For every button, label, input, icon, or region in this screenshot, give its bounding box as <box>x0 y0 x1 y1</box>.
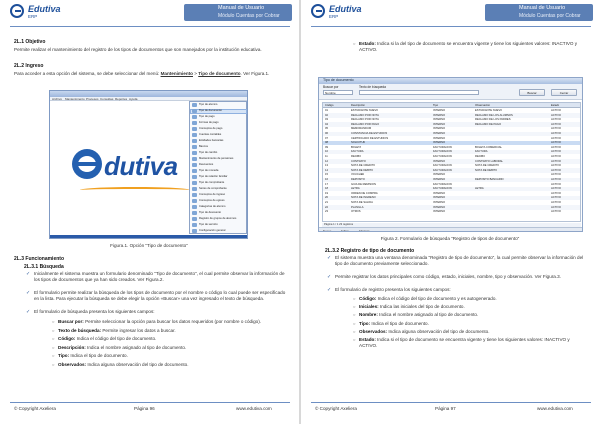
table-cell: ACTIVO <box>551 118 562 122</box>
bullet-item: ✓ El formulario de búsqueda presenta los siguientes campos: <box>26 309 155 315</box>
menu-reportes[interactable]: Reportes <box>115 97 128 101</box>
field-desc: Permite ingresar los datos a buscar. <box>101 327 176 333</box>
field-desc: Indica el código del tipo de documento y es autogenerado. <box>376 296 497 301</box>
table-cell: ACTIVO <box>551 196 562 200</box>
field-desc: Indica si la del tipo de documento se encuentra vigente y tiene los siguientes valores: INACTIVO y ACTIVO. <box>359 41 578 53</box>
table-cell: 09 <box>325 145 328 149</box>
table-cell: ACTIVO <box>551 113 562 117</box>
logo-swoosh <box>80 187 190 193</box>
table-cell: 17 <box>325 182 328 186</box>
table-cell: FACTURACION <box>433 150 453 154</box>
table-cell: VOUCHER <box>351 173 365 177</box>
table-cell: ORDEN DE COMPRA <box>351 191 378 195</box>
field-name: Estado: <box>359 337 376 342</box>
menu-item[interactable]: Tipo de descuento <box>199 211 222 215</box>
table-cell: INTERNO <box>433 159 446 163</box>
field-item <box>52 353 288 359</box>
menu-item-icon <box>192 187 197 191</box>
table-cell: INTERNO <box>433 118 446 122</box>
manual-title: Manual de Usuario <box>218 5 265 11</box>
table-cell: 01 <box>325 109 328 113</box>
footer-copyright: © Copyright Axeliera <box>315 406 357 411</box>
bullet-item: ✓ El formulario permite realizar la búsqueda de los tipos de documento por el nombre o código lo cual puede ser especificado en la lista. Para ejecutar la búsqueda se debe elegir la opción «Buscar» una vez ingresado el texto de búsqueda. <box>26 290 286 302</box>
grid-pager: Página 1 / 1 23 registros <box>322 223 581 227</box>
field-name: Tipo: <box>359 320 371 326</box>
eliminar-button[interactable]: Eliminar <box>359 229 370 232</box>
table-cell: CONTRATO <box>351 159 366 163</box>
table-cell: FACTURACION <box>433 145 453 149</box>
table-cell: NOTA DE DEBITO <box>475 168 498 172</box>
table-cell: 15 <box>325 173 328 177</box>
menu-ayuda[interactable]: Ayuda <box>129 97 138 101</box>
table-cell: ACTIVO <box>551 150 562 154</box>
bullet-circle-icon: ○ <box>52 319 55 324</box>
table-cell: ACTIVO <box>551 145 562 149</box>
table-cell: ACTIVO <box>551 132 562 136</box>
table-cell: RECLAMO DE PAGO <box>475 122 502 126</box>
table-cell: ACTIVO <box>551 210 562 214</box>
field-name: Observados: <box>359 328 388 334</box>
menu-path-tipo-documento: Tipo de documento <box>198 71 241 76</box>
form-toolbar <box>319 227 582 232</box>
menu-item[interactable]: Bancos <box>199 145 208 149</box>
form-title: Tipo de documento <box>323 78 354 82</box>
menu-item[interactable]: Registro de grupos de alumnos <box>199 217 237 221</box>
table-cell: FACTURA <box>351 150 364 154</box>
footer-rule <box>311 402 591 403</box>
bullet-circle-icon: ○ <box>353 304 356 310</box>
table-cell: NOTA DE CREDITO <box>351 164 376 168</box>
table-cell: INTERNO <box>433 113 446 117</box>
table-cell: BOLETA <box>351 145 362 149</box>
bullet-item: ✓ Inicialmente el sistema muestra un formulario denominado "Tipo de documento", el cual permite observar la información de los tipos de documentos que ya han sido creados. Ver Figura.2. <box>26 271 285 283</box>
footer-rule <box>10 402 290 403</box>
menu-item[interactable]: Tipo de pago <box>199 115 215 119</box>
menu-item-icon <box>192 217 197 221</box>
field-item <box>353 296 589 302</box>
menu-item-icon <box>192 157 197 161</box>
table-cell: SOLICITUD <box>351 141 366 145</box>
bullet-circle-icon: ○ <box>52 336 55 342</box>
table-cell: ACTIVO <box>551 155 562 159</box>
menu-item-icon <box>192 133 197 137</box>
table-cell: INTERNO <box>433 205 446 209</box>
ingreso-pre: Para acceder a esta opción del sistema, se debe seleccionar del menú: <box>14 71 161 76</box>
table-cell: INTERNO <box>433 141 446 145</box>
nuevo-button[interactable]: Nuevo <box>323 229 332 232</box>
menu-item-icon <box>192 223 197 227</box>
field-name: Iniciales: <box>359 304 379 310</box>
menu-item[interactable]: Mantenimiento de pensiones <box>199 157 234 161</box>
menu-item-icon <box>192 175 197 179</box>
field-desc: Indica el nombre asignado al tipo de documento. <box>85 344 187 350</box>
menu-item-icon <box>192 127 197 131</box>
edutiva-logo-word: dutiva <box>104 151 178 181</box>
menu-procesos[interactable]: Procesos <box>86 97 99 101</box>
field-item <box>52 344 288 351</box>
section-ingreso-title: 2L.2 Ingreso <box>14 63 44 69</box>
table-cell: ACTIVO <box>551 159 562 163</box>
menu-item-icon <box>192 109 197 113</box>
bullet-circle-icon: ○ <box>353 328 356 334</box>
menu-item[interactable]: Tipo de relación familiar <box>199 175 228 179</box>
brand-name: Edutiva <box>28 4 61 14</box>
menu-item-icon <box>192 199 197 203</box>
table-cell: ACTIVO <box>551 109 562 113</box>
table-cell: ACTIVO <box>551 136 562 140</box>
bullet-text: El formulario de registro presenta los siguientes campos: <box>335 287 451 292</box>
menu-item-icon <box>192 229 197 233</box>
bullet-circle-icon: ○ <box>52 353 55 359</box>
col-codigo[interactable]: Código <box>325 103 334 107</box>
field-desc: Indica las iniciales del tipo de documento. <box>378 304 465 310</box>
menu-item-icon <box>192 145 197 149</box>
header-rule <box>311 26 591 27</box>
table-cell: FACTURACION <box>433 187 453 191</box>
field-desc: Indica alguna observación del tipo de documento. <box>86 362 189 367</box>
manual-subtitle: Módulo Cuentas por Cobrar <box>218 13 280 19</box>
bullet-item: ✓ Permite registrar los datos principales como código, estado, iniciales, nombre, tipo y observación. Ver Figura.3. <box>327 274 561 280</box>
col-estado[interactable]: Estado <box>551 103 560 107</box>
table-cell: FACTURACION <box>433 168 453 172</box>
left-page <box>0 0 299 424</box>
table-cell: LETRA <box>351 187 360 191</box>
brand-name: Edutiva <box>329 4 362 14</box>
col-tipo[interactable]: Tipo <box>433 103 439 107</box>
menu-item[interactable]: Series de comprobante <box>199 187 227 191</box>
field-item <box>353 320 589 327</box>
menu-item-icon <box>192 139 197 143</box>
table-cell: 04 <box>325 122 328 126</box>
table-cell: 12 <box>325 159 328 163</box>
table-cell: RECLAMO DE LOS PADRES <box>475 118 511 122</box>
section-ingreso-text <box>14 71 284 77</box>
menu-item[interactable]: Formas de pago <box>199 121 219 125</box>
table-cell: INTERNO <box>433 201 446 205</box>
bullet-text: Permite registrar los datos principales como código, estado, iniciales, nombre, tipo y observación. Ver Figura.3. <box>335 274 561 279</box>
figure2-caption: Figura 2. Formulario de búsqueda "Registro de tipos de documento" <box>380 236 520 241</box>
menu-path-mantenimiento: Mantenimiento <box>160 71 193 76</box>
table-cell: INTERNO <box>433 109 446 113</box>
footer-page-number: Página 97 <box>435 406 456 411</box>
table-cell: FACTURACION <box>433 155 453 159</box>
table-cell: ESTUDIANTE NUEVO <box>351 109 379 113</box>
table-cell: FACTURA <box>475 150 488 154</box>
manual-subtitle: Módulo Cuentas por Cobrar <box>519 13 581 19</box>
field-name: Tipo: <box>58 353 70 359</box>
windows-taskbar <box>50 235 247 239</box>
table-cell: DEPOSITO <box>351 178 365 182</box>
table-cell: RECIBO <box>351 155 362 159</box>
table-cell: RECIBO <box>475 155 486 159</box>
buscar-por-label: Buscar por <box>323 85 339 89</box>
menu-archivo[interactable]: Archivo <box>52 97 63 101</box>
table-cell: 19 <box>325 191 328 195</box>
table-cell: ACTIVO <box>551 201 562 205</box>
table-cell: 07 <box>325 136 328 140</box>
table-cell: INTERNO <box>433 132 446 136</box>
field-item <box>353 337 589 349</box>
table-cell: ACTIVO <box>551 187 562 191</box>
field-name: Código: <box>359 296 377 301</box>
table-cell: 20 <box>325 196 328 200</box>
table-cell: 14 <box>325 168 328 172</box>
table-cell: ACTIVO <box>551 127 562 131</box>
bullet-circle-icon: ○ <box>52 327 55 333</box>
menu-mantenimiento[interactable]: Mantenimiento <box>65 97 85 101</box>
bullet-circle-icon: ○ <box>52 344 55 350</box>
edutiva-logo-icon <box>311 4 325 18</box>
texto-busqueda-label: Texto de búsqueda <box>359 85 386 89</box>
table-cell: INTERNO <box>433 173 446 177</box>
table-cell: CONTRATO LABORAL <box>475 159 503 163</box>
section-busqueda-title: 2L.3.1 Búsqueda <box>24 264 64 270</box>
table-cell: RECLAMO POR PAGO <box>351 122 380 126</box>
table-cell: FACTURACION <box>433 182 453 186</box>
bullet-circle-icon: ○ <box>353 312 356 318</box>
search-filters <box>319 84 582 100</box>
field-item <box>52 362 288 368</box>
table-cell: LETRA <box>475 187 484 191</box>
bullet-text: Inicialmente el sistema muestra un formulario denominado "Tipo de documento", el cual permite observar la información de los tipos de documentos que ya han sido creados. Ver Figura.2. <box>34 271 285 283</box>
footer-page-number: Página 96 <box>134 406 155 411</box>
table-cell: ACTIVO <box>551 178 562 182</box>
table-cell: ACTIVO <box>551 182 562 186</box>
table-cell: 11 <box>325 155 328 159</box>
field-name: Texto de búsqueda: <box>58 327 102 333</box>
table-cell: NOTA DE SALIDA <box>351 201 373 205</box>
field-name: Observados: <box>58 362 87 367</box>
field-desc: Indica alguna observación del tipo de documento. <box>387 328 490 334</box>
table-cell: ACTIVO <box>551 168 562 172</box>
menu-item-icon <box>192 121 197 125</box>
menu-item[interactable]: Tipo de alumno <box>199 103 218 107</box>
mantenimiento-dropdown <box>189 101 247 234</box>
bullet-text: El formulario de búsqueda presenta los siguientes campos: <box>34 309 155 314</box>
menu-item-icon <box>192 151 197 155</box>
table-cell: ACTIVO <box>551 205 562 209</box>
right-page <box>301 0 600 424</box>
table-cell: ACTIVO <box>551 191 562 195</box>
field-name: Nombre: <box>359 312 378 318</box>
table-cell: BOLETA COMERCIAL <box>475 145 502 149</box>
table-cell: 05 <box>325 127 328 131</box>
figure1-screenshot <box>49 90 248 239</box>
editar-button[interactable]: Editar <box>341 229 349 232</box>
menu-item[interactable]: Conceptos de pago <box>199 127 223 131</box>
field-desc: Permite seleccionar la opción para buscar los datos requeridos (por nombre o código). <box>83 319 262 324</box>
menu-item[interactable]: Tipo de servicio <box>199 223 218 227</box>
table-cell: 02 <box>325 113 328 117</box>
field-desc: Indica el tipo de documento. <box>370 320 429 326</box>
footer-website: www.edutiva.com <box>537 406 573 411</box>
field-desc: Indica el tipo de documento. <box>69 353 128 359</box>
table-cell: 22 <box>325 205 328 209</box>
footer-copyright: © Copyright Axeliera <box>14 406 56 411</box>
ingreso-post: . Ver Figura.1. <box>240 71 270 76</box>
table-cell: INTERNO <box>433 191 446 195</box>
table-cell: INTERNO <box>433 127 446 131</box>
table-cell: 16 <box>325 178 328 182</box>
field-item <box>353 304 589 310</box>
table-cell: CERTIFICADO DE ESTUDIOS <box>351 136 389 140</box>
manual-title: Manual de Usuario <box>519 5 566 11</box>
brand-sub: ERP <box>28 14 38 19</box>
table-cell: RECLAMO POR NOTA <box>351 113 379 117</box>
menu-item[interactable]: Tipo de cambio <box>199 151 218 155</box>
table-cell: PLANILLA <box>351 205 364 209</box>
bullet-item: ✓ El sistema muestra una ventana denominada "Registro de tipo de documento", la cual permite observar la información del tipo de documento previamente seleccionado. <box>327 255 584 267</box>
field-estado-intro: ○ Estado: Indica si la del tipo de documento se encuentra vigente y tiene los siguientes valores: INACTIVO y ACTIVO. <box>353 41 578 53</box>
menu-item-icon <box>192 181 197 185</box>
table-cell: 18 <box>325 187 328 191</box>
table-cell: INTERNO <box>433 122 446 126</box>
table-cell: 10 <box>325 150 328 154</box>
table-cell: 06 <box>325 132 328 136</box>
menu-item-icon <box>192 211 197 215</box>
section-objetivo-text: Permite realizar el mantenimiento del registro de los tipos de documentos que son manejados por la institución educativa. <box>14 47 262 52</box>
brand-sub: ERP <box>329 14 339 19</box>
menu-item-icon <box>192 205 197 209</box>
menu-item-icon <box>192 163 197 167</box>
table-cell: NOTA DE CREDITO <box>475 164 500 168</box>
table-cell: INTERNO <box>433 136 446 140</box>
table-cell: ACTIVO <box>551 141 562 145</box>
table-cell: 03 <box>325 118 328 122</box>
field-desc: Indica el código del tipo de documento. <box>75 336 157 342</box>
section-registro-title: 2L.3.2 Registro de tipo de documento <box>325 248 415 254</box>
menu-item[interactable]: Conceptos de egreso <box>199 199 225 203</box>
footer-website: www.edutiva.com <box>236 406 272 411</box>
bullet-text: El sistema muestra una ventana denominada "Registro de tipo de documento", la cual permite observar la información del tipo de documento previamente seleccionado. <box>335 255 584 267</box>
table-cell: NOTA DE DEBITO <box>351 168 374 172</box>
menu-item[interactable]: Conceptos de ingreso <box>199 193 226 197</box>
menu-item-icon <box>192 103 197 107</box>
field-desc: Indica si el tipo de documento se encuentra vigente y tiene los siguientes valores: INACTIVO y ACTIVO. <box>359 337 570 349</box>
table-cell: ACTIVO <box>551 173 562 177</box>
menu-item[interactable]: Cuentas contables <box>199 133 222 137</box>
menu-item-icon <box>192 169 197 173</box>
page-header <box>0 0 299 24</box>
menu-path-sep: > <box>193 71 199 76</box>
edutiva-big-e-bar <box>77 162 97 166</box>
field-item <box>52 319 288 325</box>
table-cell: RECLAMO POR NOTA <box>351 118 379 122</box>
field-name: Estado: <box>359 41 376 46</box>
field-item <box>52 327 288 334</box>
menu-consultas[interactable]: Consultas <box>100 97 114 101</box>
bullet-circle-icon: ○ <box>353 296 356 301</box>
menu-item[interactable]: Tipo de documento <box>199 109 222 113</box>
field-item <box>52 336 288 342</box>
buscar-button[interactable]: Buscar <box>519 89 545 96</box>
texto-busqueda-input[interactable] <box>359 90 479 95</box>
table-cell: 23 <box>325 210 328 214</box>
bullet-text: El formulario permite realizar la búsqueda de los tipos de documento por el nombre o código lo cual puede ser especificado en la lista. Para ejecutar la búsqueda se debe elegir la opción «Buscar» una vez ingresado el texto de búsqueda. <box>34 290 286 302</box>
field-name: Descripción: <box>58 344 86 350</box>
field-desc: Indica el nombre asignado al tipo de documento. <box>377 312 479 318</box>
col-observacion[interactable]: Observación <box>475 103 491 107</box>
table-cell: DEPOSITO BANCARIO <box>475 178 504 182</box>
table-cell: GUIA DE REMISION <box>351 182 376 186</box>
bullet-item: ✓ El formulario de registro presenta los siguientes campos: <box>327 287 451 293</box>
table-cell: RECLAMO DE LOS ALUMNOS <box>475 113 513 117</box>
table-cell: 13 <box>325 164 328 168</box>
header-rule <box>10 26 290 27</box>
table-cell: INTERNO <box>433 210 446 214</box>
col-descripcion[interactable]: Descripción <box>351 103 366 107</box>
table-cell: 08 <box>325 141 328 145</box>
table-row[interactable] <box>323 210 580 215</box>
table-cell: 21 <box>325 201 328 205</box>
cerrar-button[interactable]: Cerrar <box>551 89 577 96</box>
menu-item[interactable]: Categorías de alumno <box>199 205 226 209</box>
documents-grid <box>322 102 581 222</box>
bullet-circle-icon: ○ <box>353 320 356 326</box>
menu-item[interactable]: Tipo de comprobante <box>199 181 225 185</box>
menu-item[interactable]: Configuración general <box>199 229 226 233</box>
table-cell: FACTURACION <box>433 164 453 168</box>
figure2-screenshot <box>318 77 583 232</box>
menu-item[interactable]: Descuentos <box>199 163 214 167</box>
bullet-circle-icon: ○ <box>353 337 356 342</box>
grid-header <box>323 103 580 108</box>
bullet-circle-icon: ○ <box>52 362 55 367</box>
menu-item-icon <box>192 115 197 119</box>
table-cell: INTERNO <box>433 178 446 182</box>
section-funcionamiento-title: 2L.3 Funcionamiento <box>14 256 65 262</box>
field-name: Buscar por: <box>58 319 84 324</box>
menu-item-icon <box>192 193 197 197</box>
table-cell: CONSTANCIA DE ESTUDIOS <box>351 132 388 136</box>
menu-item[interactable]: Tipo de moneda <box>199 169 219 173</box>
section-objetivo-title: 2L.1 Objetivo <box>14 39 46 45</box>
table-cell: INTERNO <box>433 196 446 200</box>
edutiva-logo-icon <box>10 4 24 18</box>
buscar-por-select[interactable]: Nombre <box>323 90 353 95</box>
field-item <box>353 312 589 318</box>
page-header <box>301 0 600 24</box>
table-cell: MEMORANDUM <box>351 127 372 131</box>
menu-item[interactable]: Entidades bancarias <box>199 139 224 143</box>
table-cell: NOTA DE INGRESO <box>351 196 376 200</box>
field-name: Código: <box>58 336 76 342</box>
field-item <box>353 328 589 335</box>
figure1-caption: Figura.1. Opción "Tipo de documento" <box>110 243 188 248</box>
table-cell: ACTIVO <box>551 122 562 126</box>
table-cell: ACTIVO <box>551 164 562 168</box>
table-cell: ESTUDIANTE NUEVO <box>475 109 503 113</box>
table-cell: OTROS <box>351 210 361 214</box>
